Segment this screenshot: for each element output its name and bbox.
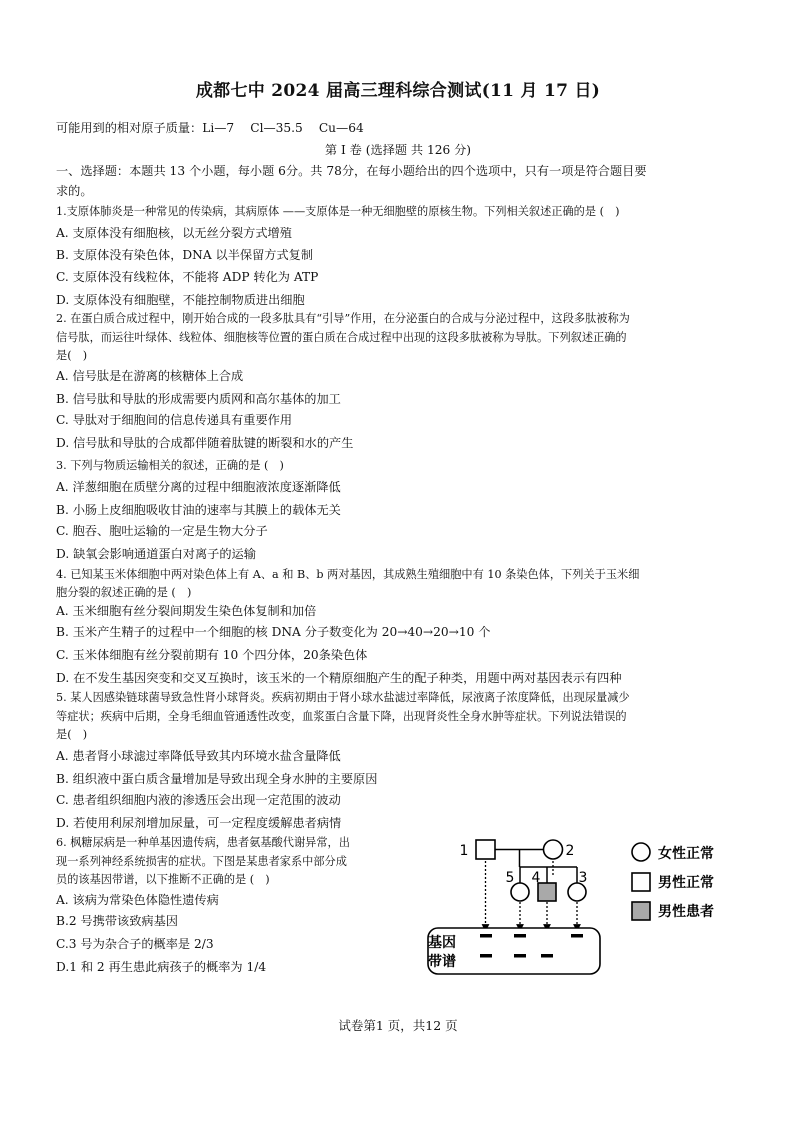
q6-option-b: B.2 号携带该致病基因 — [56, 914, 178, 928]
band-4-lower — [541, 954, 553, 958]
page-footer: 试卷第1 页，共12 页 — [338, 1018, 458, 1033]
individual-3-label: 3 — [578, 870, 588, 886]
individual-4-square — [538, 883, 556, 901]
q5-stem-line3: 是( ) — [56, 728, 88, 741]
individual-1-label: 1 — [459, 843, 469, 859]
q6-option-d: D.1 和 2 再生患此病孩子的概率为 1/4 — [56, 960, 267, 974]
section-intro-line1: 一、选择题：本题共 13 个小题，每小题 6分。共 78分，在每小题给出的四个选项中，只有一项是符合题目要 — [56, 164, 647, 178]
q6-stem-line3: 员的该基因带谱，以下推断不正确的是 ( ) — [56, 873, 270, 886]
q4-stem-line2: 胞分裂的叙述正确的是 ( ) — [56, 586, 192, 599]
q6-stem-line2: 现一系列神经系统损害的症状。下图是某患者家系中部分成 — [56, 855, 347, 868]
band-5-lower — [514, 954, 526, 958]
legend-label-male-normal: 男性正常 — [658, 875, 714, 891]
q2-stem-line3: 是( ) — [56, 349, 88, 362]
q3-option-a: A. 洋葱细胞在质壁分离的过程中细胞液浓度逐渐降低 — [56, 480, 341, 494]
q2-option-a: A. 信号肽是在游离的核糖体上合成 — [56, 369, 244, 383]
q5-option-a: A. 患者肾小球滤过率降低导致其内环境水盐含量降低 — [56, 749, 341, 763]
q6-option-a: A. 该病为常染色体隐性遗传病 — [56, 893, 219, 907]
q1-option-d: D. 支原体没有细胞壁，不能控制物质进出细胞 — [56, 293, 305, 307]
q4-option-a: A. 玉米细胞有丝分裂间期发生染色体复制和加倍 — [56, 604, 317, 618]
q2-option-c: C. 导肽对于细胞间的信息传递具有重要作用 — [56, 413, 293, 427]
pedigree-figure — [420, 830, 740, 980]
band-box-label-1: 基因 — [428, 935, 456, 951]
atomic-mass-line: 可能用到的相对原子质量：Li—7 Cl—35.5 Cu—64 — [56, 121, 364, 135]
individual-1-square — [476, 840, 495, 859]
q4-option-b: B. 玉米产生精子的过程中一个细胞的核 DNA 分子数变化为 20→40→20→10 个 — [56, 625, 491, 639]
band-3-upper — [571, 934, 583, 938]
q2-option-d: D. 信号肽和导肽的合成都伴随着肽键的断裂和水的产生 — [56, 436, 354, 450]
q6-stem-line1: 6. 枫糖尿病是一种单基因遗传病，患者氨基酸代谢异常，出 — [56, 836, 350, 849]
q3-option-d: D. 缺氧会影响通道蛋白对离子的运输 — [56, 547, 256, 561]
q5-option-c: C. 患者组织细胞内液的渗透压会出现一定范围的波动 — [56, 793, 341, 807]
q5-option-b: B. 组织液中蛋白质含量增加是导致出现全身水肿的主要原因 — [56, 772, 378, 786]
legend-label-male-affected: 男性患者 — [658, 904, 714, 920]
individual-4-label: 4 — [531, 870, 541, 886]
exam-title: 成都七中 2024 届高三理科综合测试(11 月 17 日) — [195, 81, 601, 101]
legend-filled-square-icon — [632, 902, 650, 920]
band-1-lower — [480, 954, 492, 958]
q1-option-a: A. 支原体没有细胞核，以无丝分裂方式增殖 — [56, 226, 292, 240]
q2-stem-line2: 信号肽，而运往叶绿体、线粒体、细胞核等位置的蛋白质在合成过程中出现的这段多肽被称为导肽。下列叙述正确的 — [56, 331, 627, 344]
q4-option-c: C. 玉米体细胞有丝分裂前期有 10 个四分体，20条染色体 — [56, 648, 368, 662]
individual-2-circle — [544, 840, 563, 859]
section-intro-line2: 求的。 — [56, 184, 93, 198]
legend-label-female-normal: 女性正常 — [658, 846, 714, 862]
q2-stem-line1: 2. 在蛋白质合成过程中，刚开始合成的一段多肽具有“引导”作用，在分泌蛋白的合成与分泌过程中，这段多肽被称为 — [56, 312, 630, 325]
q5-option-d: D. 若使用利尿剂增加尿量，可一定程度缓解患者病情 — [56, 816, 342, 830]
q3-option-c: C. 胞吞、胞吐运输的一定是生物大分子 — [56, 524, 268, 538]
q4-option-d: D. 在不发生基因突变和交叉互换时，该玉米的一个精原细胞产生的配子种类，用题中两对基因表示有四种 — [56, 671, 622, 685]
legend-circle-icon — [632, 843, 650, 861]
band-5-upper — [514, 934, 526, 938]
q5-stem-line1: 5. 某人因感染链球菌导致急性肾小球肾炎。疾病初期由于肾小球水盐滤过率降低，尿液离子浓度降低，出现尿量减少 — [56, 691, 630, 704]
q3-stem: 3. 下列与物质运输相关的叙述，正确的是 ( ) — [56, 459, 284, 472]
q1-stem: 1.支原体肺炎是一种常见的传染病，其病原体 ——支原体是一种无细胞壁的原核生物。下列相关叙述正确的是 ( ) — [56, 205, 620, 218]
q6-option-c: C.3 号为杂合子的概率是 2/3 — [56, 937, 214, 951]
q4-stem-line1: 4. 已知某玉米体细胞中两对染色体上有 A、a 和 B、b 两对基因，其成熟生殖细胞中有 10 条染色体，下列关于玉米细 — [56, 568, 640, 581]
q2-option-b: B. 信号肽和导肽的形成需要内质网和高尔基体的加工 — [56, 392, 341, 406]
q5-stem-line2: 等症状；疾病中后期，全身毛细血管通透性改变，血浆蛋白含量下降，出现肾炎性全身水肿等症状。下列说法错误的 — [56, 710, 627, 723]
q3-option-b: B. 小肠上皮细胞吸收甘油的速率与其膜上的载体无关 — [56, 503, 341, 517]
band-box-label-2: 带谱 — [428, 954, 456, 970]
q1-option-b: B. 支原体没有染色体，DNA 以半保留方式复制 — [56, 248, 314, 262]
q1-option-c: C. 支原体没有线粒体，不能将 ADP 转化为 ATP — [56, 270, 319, 284]
legend-square-icon — [632, 873, 650, 891]
band-1-upper — [480, 934, 492, 938]
section-title: 第 I 卷 (选择题 共 126 分) — [324, 143, 472, 157]
individual-5-label: 5 — [505, 870, 515, 886]
individual-2-label: 2 — [565, 843, 575, 859]
